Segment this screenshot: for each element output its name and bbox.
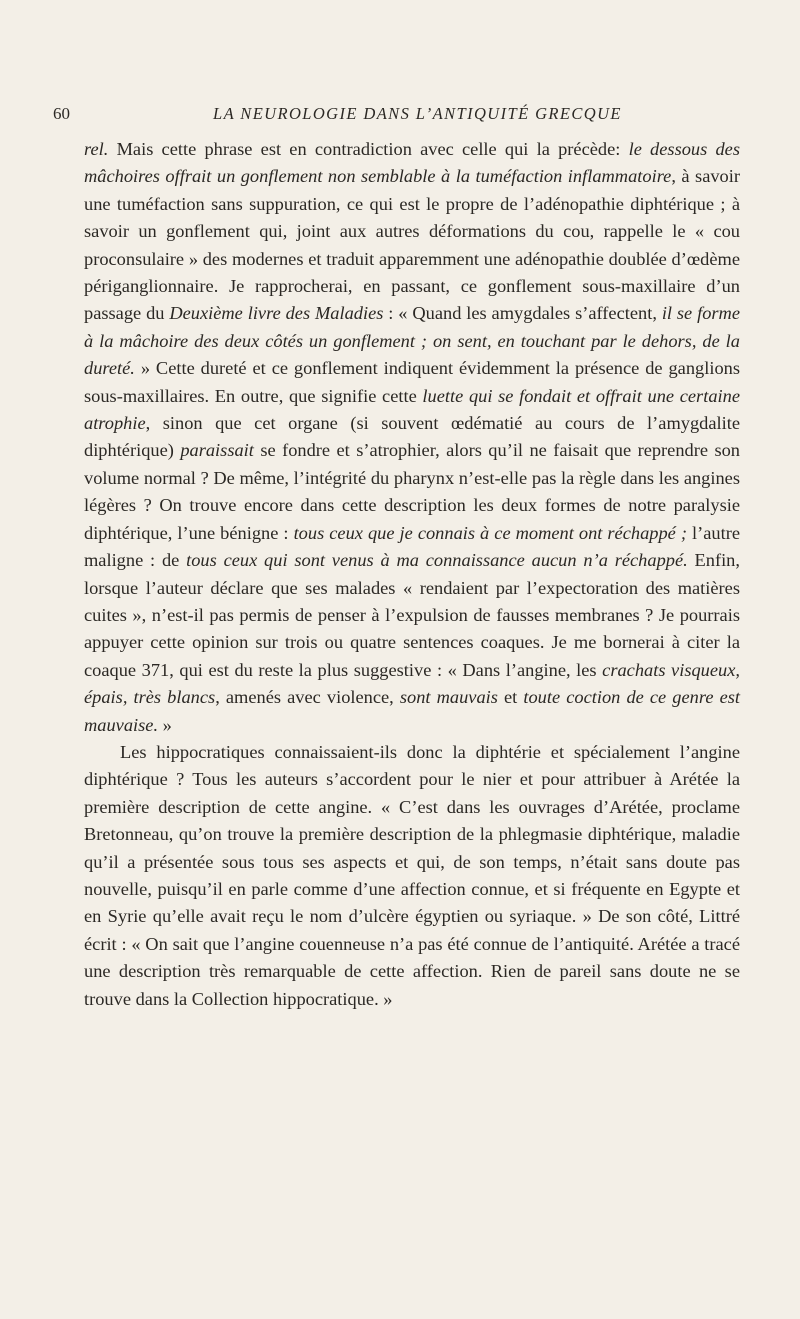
text-run: l’autre maligne : de	[84, 522, 740, 571]
paragraph	[84, 136, 740, 739]
italic-text: paraissait	[180, 440, 254, 461]
text-run: se fondre et s’atrophier, alors qu’il ne faisait que reprendre son volume normal ? De même, l’intégrité du pharynx n’est-elle pas la règle dans les angines légères ? On trouve encore dans cette description les deux formes de notre paralysie diphtérique, l’une bénigne :	[84, 440, 740, 543]
page-number: 60	[53, 104, 70, 123]
text-run: Enfin, lorsque l’auteur déclare que ses malades « rendaient par l’expectoration des matières cuites », n’est-il pas permis de penser à l’expulsion de fausses membranes ? Je pourrais appuyer cette opinion sur trois ou quatre sentences coaques. Je me bornerai à citer la coaque 371, qui est du reste la plus suggestive : « Dans l’angine, les	[84, 550, 740, 680]
text-run: » Cette dureté et ce gonflement indiquent évidemment la présence de ganglions sous-maxillaires. En outre, que signifie cette	[84, 358, 740, 406]
italic-text: crachats visqueux, épais, très blancs	[84, 659, 740, 708]
running-head	[53, 104, 753, 128]
italic-text: rel.	[84, 139, 109, 159]
italic-text: il se forme à la mâchoire des deux côtés un gonflement ; on sent, en touchant par le dehors, de la dureté.	[84, 303, 740, 379]
text-run: et	[497, 687, 524, 708]
text-run: , sinon que cet organe (si souvent œdématié au cours de l’amygdalite diphtérique)	[84, 413, 740, 461]
paragraph	[84, 739, 740, 1013]
text-run: , amenés avec violence,	[215, 687, 400, 708]
text-run: »	[158, 714, 172, 735]
italic-text: le dessous des mâchoires offrait un gonflement non semblable à la tuméfaction inflammatoire	[84, 139, 740, 187]
body-text	[84, 136, 740, 1013]
text-run: : « Quand les amygdales s’affectent,	[383, 303, 662, 324]
italic-text: Deuxième livre des Maladies	[169, 303, 384, 324]
italic-text: sont mauvais	[399, 687, 498, 708]
running-title: LA NEUROLOGIE DANS L’ANTIQUITÉ GRECQUE	[213, 104, 622, 123]
italic-text: luette qui se fondait et offrait une certaine atrophie	[84, 385, 740, 434]
italic-text: toute coction de ce genre est mauvaise.	[84, 687, 741, 735]
italic-text: tous ceux que je connais à ce moment ont réchappé ;	[293, 522, 687, 543]
text-run: , à savoir une tuméfaction sans suppuration, ce qui est le propre de l’adénopathie diphtérique ; à savoir un gonflement qui, joint aux autres déformations du cou, rappelle le « cou proconsulaire » des modernes et traduit apparemment une adénopathie doublée d’œdème périganglionnaire. Je rapprocherai, en passant, ce gonflement sous-maxillaire d’un passage du	[84, 166, 740, 324]
italic-text: tous ceux qui sont venus à ma connaissance aucun n’a réchappé.	[186, 550, 688, 571]
text-run: Mais cette phrase est en contradiction avec celle qui la précède:	[108, 139, 629, 159]
text-run: Les hippocratiques connaissaient-ils donc la diphtérie et spécialement l’angine diphtérique ? Tous les auteurs s’accordent pour le nier et pour attribuer à Arétée la première description de cette angine. « C’est dans les ouvrages d’Arétée, proclame Bretonneau, qu’on trouve la première description de la phlegmasie diphtérique, maladie qu’il a présentée sous tous ses aspects et qui, de son temps, n’était sans doute pas nouvelle, puisqu’il en parle comme d’une affection connue, et si fréquente en Egypte et en Syrie qu’elle avait reçu le nom d’ulcère égyptien ou syriaque. » De son côté, Littré écrit : « On sait que l’angine couenneuse n’a pas été connue de l’antiquité. Arétée a tracé une description très remarquable de cette affection. Rien de pareil sans doute ne se trouve dans la Collection hippocratique. »	[84, 741, 740, 1009]
